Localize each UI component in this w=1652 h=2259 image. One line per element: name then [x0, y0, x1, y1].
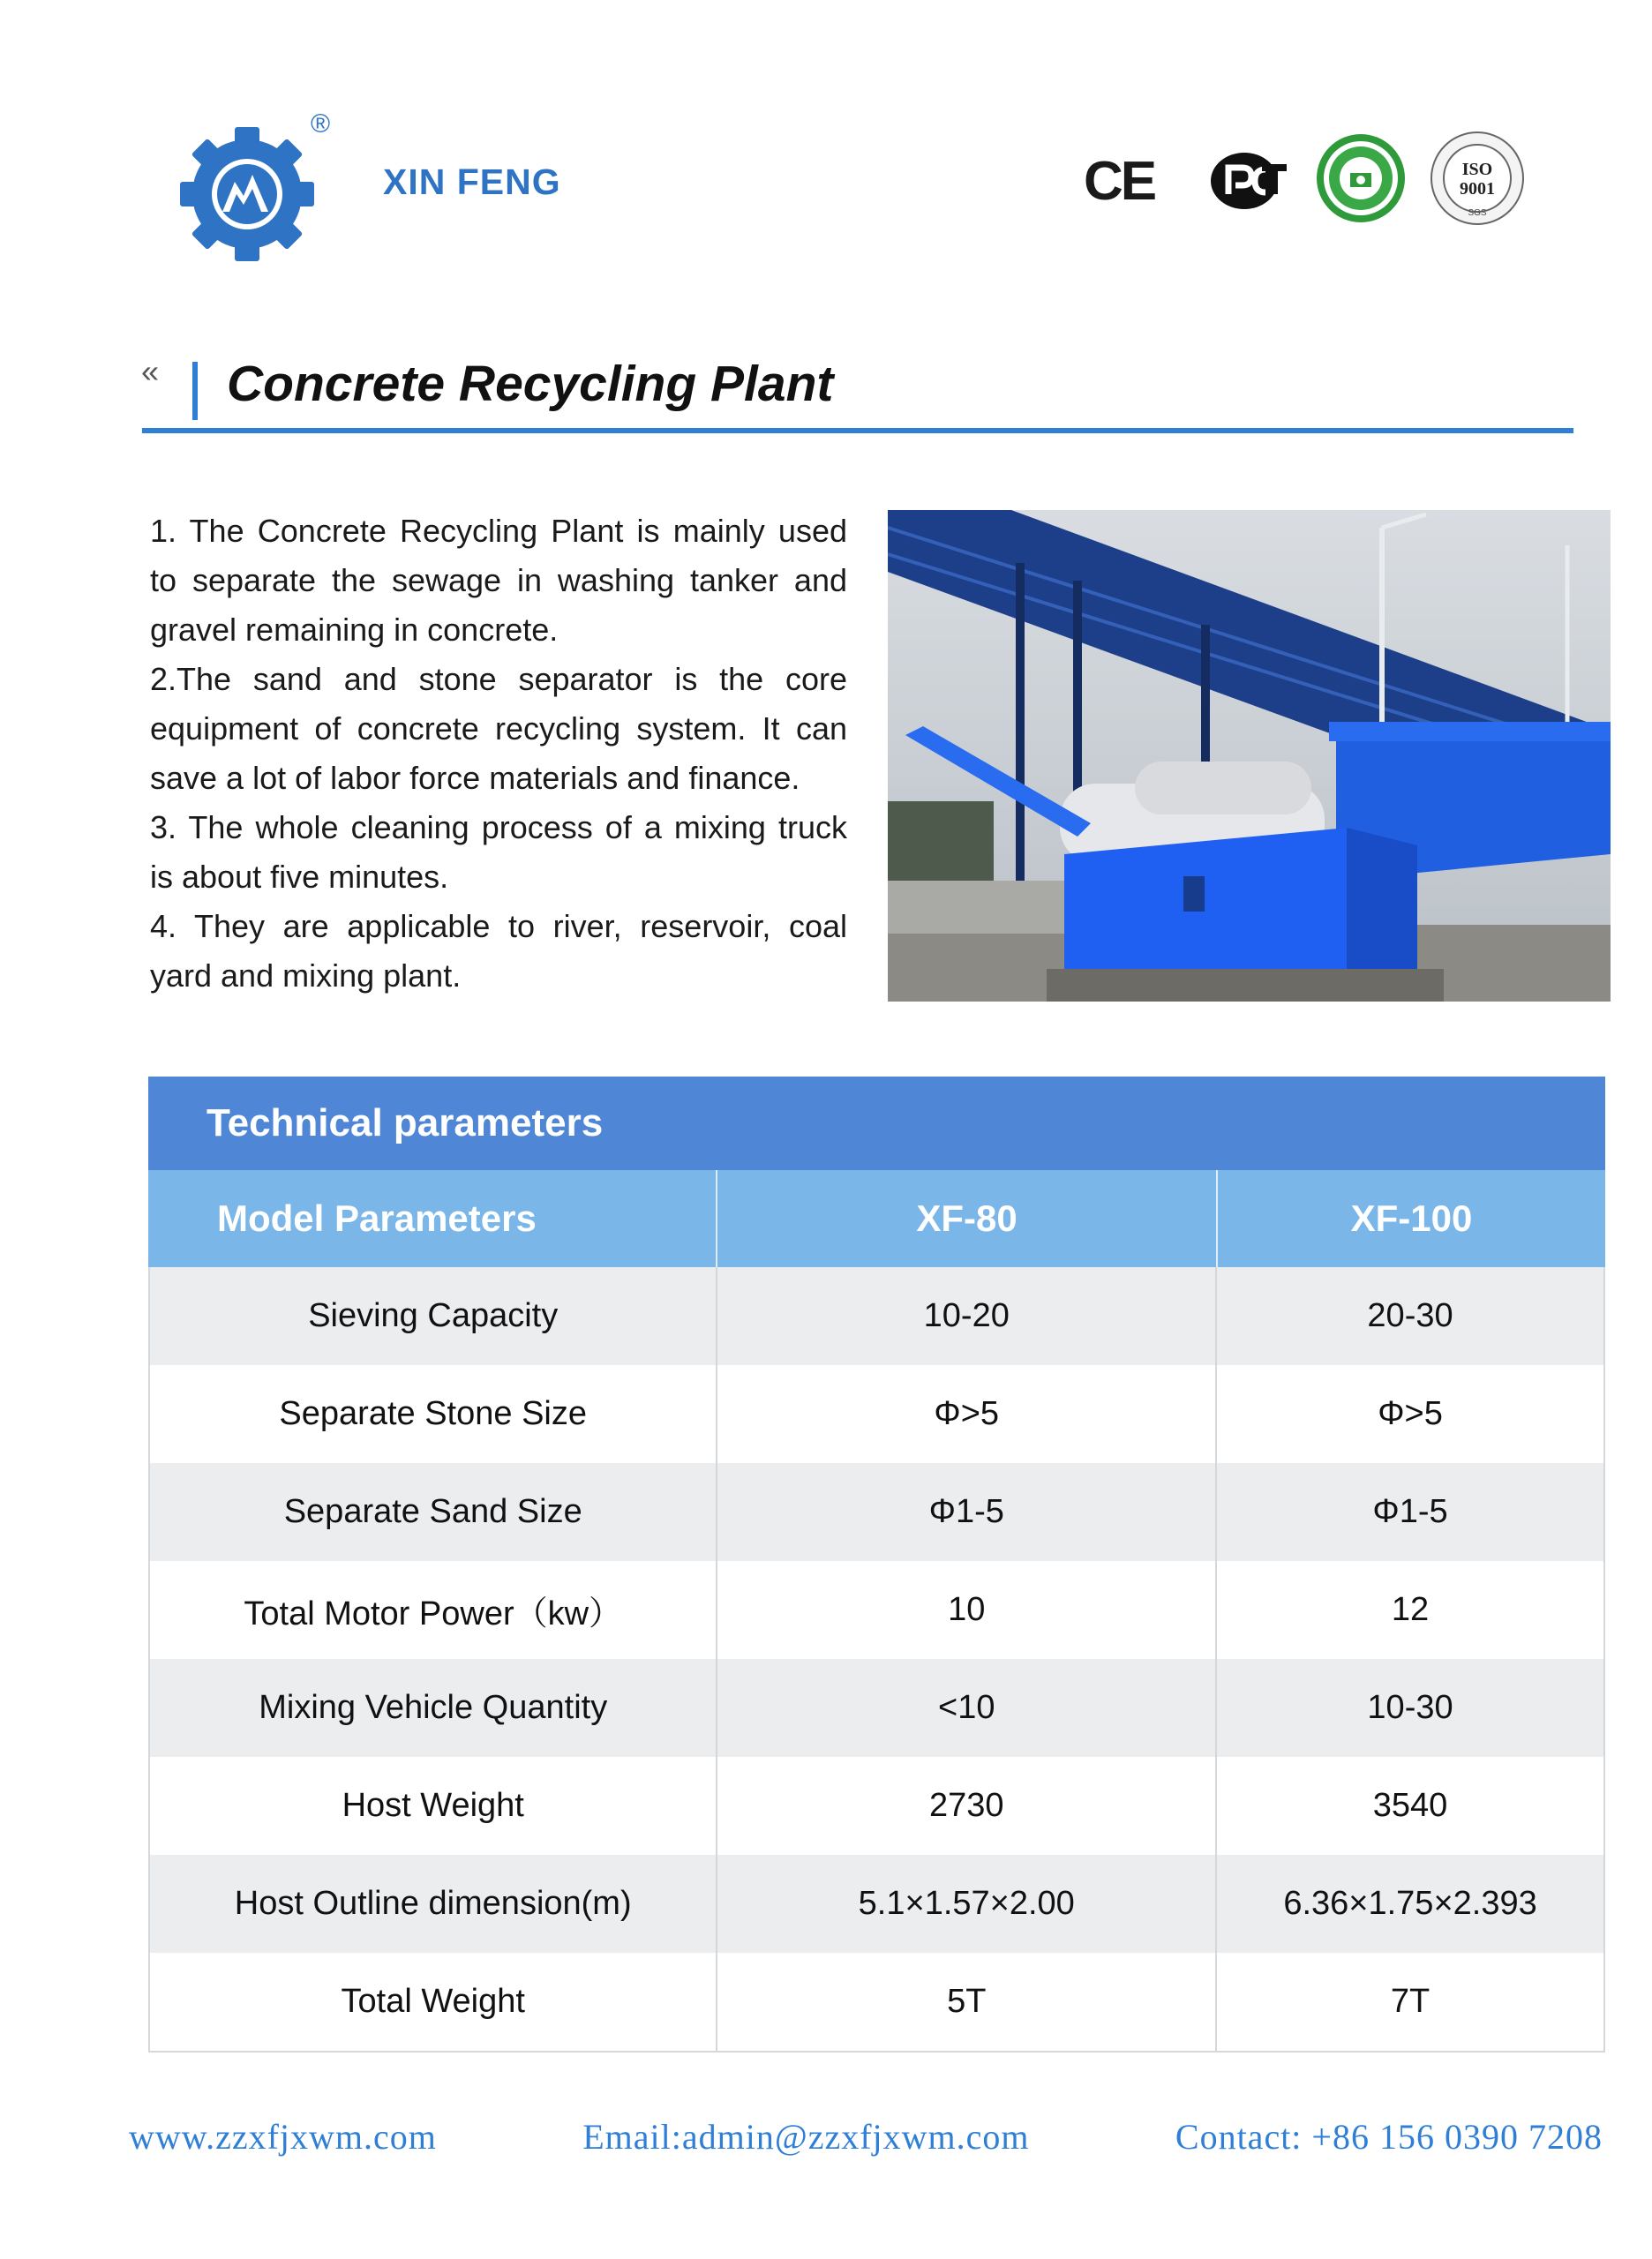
- title-accent-bar: [192, 362, 198, 420]
- xf-100-value: 3540: [1215, 1757, 1603, 1855]
- description-item: 2.The sand and stone separator is the core equipment of concrete recycling system. It can save a lot of labor force materials and finance.: [150, 661, 847, 796]
- parameter-name: Total Motor Power（kw）: [244, 1595, 623, 1632]
- quality-seal-icon: [1315, 132, 1407, 224]
- xf-80-value: 5.1×1.57×2.00: [716, 1855, 1215, 1953]
- table-row: [150, 1855, 1603, 1953]
- table-row: [150, 1953, 1603, 2051]
- xf-80-value: Φ>5: [716, 1365, 1215, 1463]
- ce-mark: CE: [1084, 151, 1155, 212]
- phone-contact[interactable]: Contact: +86 156 0390 7208: [1175, 2117, 1603, 2157]
- brand-name: XIN FENG: [383, 161, 561, 202]
- parameter-name: Host Weight: [342, 1787, 524, 1824]
- xf-80-value: 2730: [716, 1757, 1215, 1855]
- pct-mark-icon: [1209, 150, 1288, 212]
- xf-100-value: 6.36×1.75×2.393: [1215, 1855, 1603, 1953]
- title-divider: [142, 428, 1573, 433]
- xf-100-value: 12: [1215, 1561, 1603, 1659]
- technical-parameters-table: [148, 1077, 1605, 2053]
- xf-100-value: 20-30: [1215, 1267, 1603, 1365]
- header-model-parameters: Model Parameters: [217, 1197, 537, 1239]
- product-photo: [888, 510, 1611, 1002]
- table-row: [150, 1659, 1603, 1757]
- table-row: [150, 1757, 1603, 1855]
- parameter-name: Sieving Capacity: [308, 1297, 559, 1334]
- product-description: [150, 507, 847, 1001]
- registered-mark: ®: [311, 109, 331, 139]
- xf-100-value: Φ1-5: [1215, 1463, 1603, 1561]
- xf-80-value: Φ1-5: [716, 1463, 1215, 1561]
- xf-80-value: 10: [716, 1561, 1215, 1659]
- description-item: 3. The whole cleaning process of a mixing truck is about five minutes.: [150, 809, 847, 895]
- page-title: Concrete Recycling Plant: [227, 356, 834, 412]
- xf-100-value: 10-30: [1215, 1659, 1603, 1757]
- table-header-row: [148, 1170, 1605, 1267]
- table-row: [150, 1463, 1603, 1561]
- parameter-name: Separate Sand Size: [283, 1493, 582, 1530]
- svg-text:ISO: ISO: [1461, 160, 1493, 179]
- header-xf-100: XF-100: [1216, 1170, 1605, 1267]
- description-item: 4. They are applicable to river, reservoir, coal yard and mixing plant.: [150, 908, 847, 994]
- parameter-name: Host Outline dimension(m): [234, 1885, 632, 1922]
- xf-100-value: 7T: [1215, 1953, 1603, 2051]
- contact-footer: [129, 2116, 1603, 2158]
- xf-100-value: Φ>5: [1215, 1365, 1603, 1463]
- svg-text:9001: 9001: [1460, 179, 1495, 199]
- table-row: [150, 1365, 1603, 1463]
- table-row: [150, 1561, 1603, 1659]
- section-marker: «: [141, 353, 160, 389]
- xf-80-value: 10-20: [716, 1267, 1215, 1365]
- xf-80-value: <10: [716, 1659, 1215, 1757]
- iso-9001-seal-icon: [1430, 131, 1525, 226]
- email-link[interactable]: Email:admin@zzxfjxwm.com: [582, 2117, 1030, 2157]
- description-item: 1. The Concrete Recycling Plant is mainly used to separate the sewage in washing tanker and gravel remaining in concrete.: [150, 513, 847, 648]
- website-link[interactable]: www.zzxfjxwm.com: [129, 2117, 437, 2157]
- parameter-name: Separate Stone Size: [279, 1395, 587, 1432]
- header-xf-80: XF-80: [716, 1170, 1216, 1267]
- xf-80-value: 5T: [716, 1953, 1215, 2051]
- parameter-name: Mixing Vehicle Quantity: [259, 1689, 608, 1726]
- parameter-name: Total Weight: [341, 1983, 525, 2020]
- table-title: Technical parameters: [148, 1077, 1605, 1170]
- table-row: [150, 1267, 1603, 1365]
- svg-text:SGS: SGS: [1468, 208, 1487, 218]
